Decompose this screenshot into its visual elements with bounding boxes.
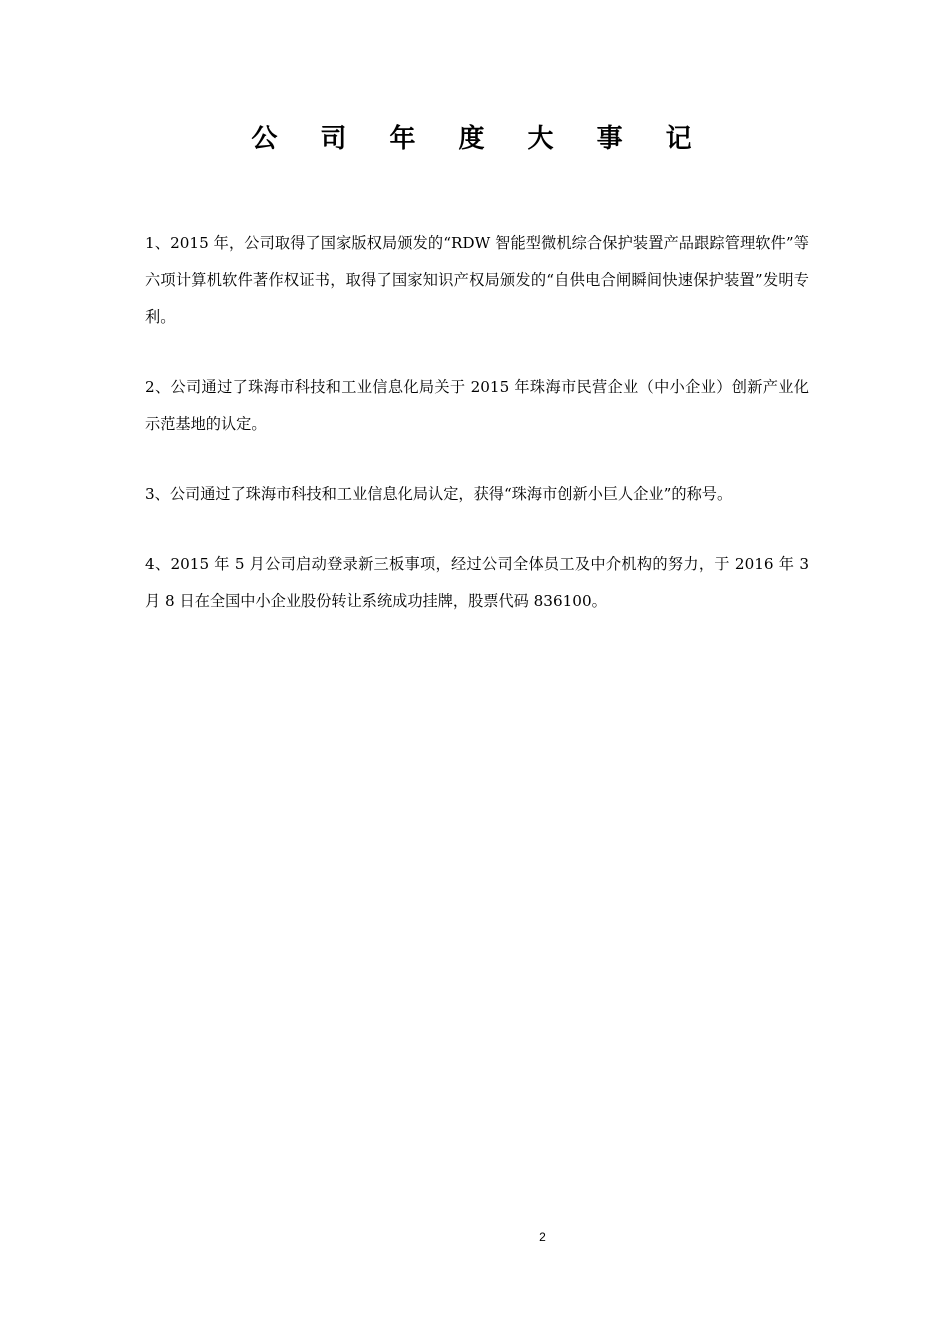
event-list xyxy=(145,225,809,653)
event-item-4: 4、2015 年 5 月公司启动登录新三板事项，经过公司全体员工及中介机构的努力，于 2016 年 3 月 8 日在全国中小企业股份转让系统成功挂牌，股票代码 836100。 xyxy=(145,555,809,610)
page-number: 2 xyxy=(539,1230,546,1244)
event-item-2: 2、公司通过了珠海市科技和工业信息化局关于 2015 年珠海市民营企业（中小企业）创新产业化示范基地的认定。 xyxy=(145,378,809,433)
page-title: 公 司 年 度 大 事 记 xyxy=(251,124,709,154)
event-item-3: 3、公司通过了珠海市科技和工业信息化局认定，获得“珠海市创新小巨人企业”的称号。 xyxy=(145,485,733,503)
event-item-1: 1、2015 年，公司取得了国家版权局颁发的“RDW 智能型微机综合保护装置产品跟踪管理软件”等六项计算机软件著作权证书，取得了国家知识产权局颁发的“自供电合闸瞬间快速保护装置”发明专利。 xyxy=(145,234,809,326)
